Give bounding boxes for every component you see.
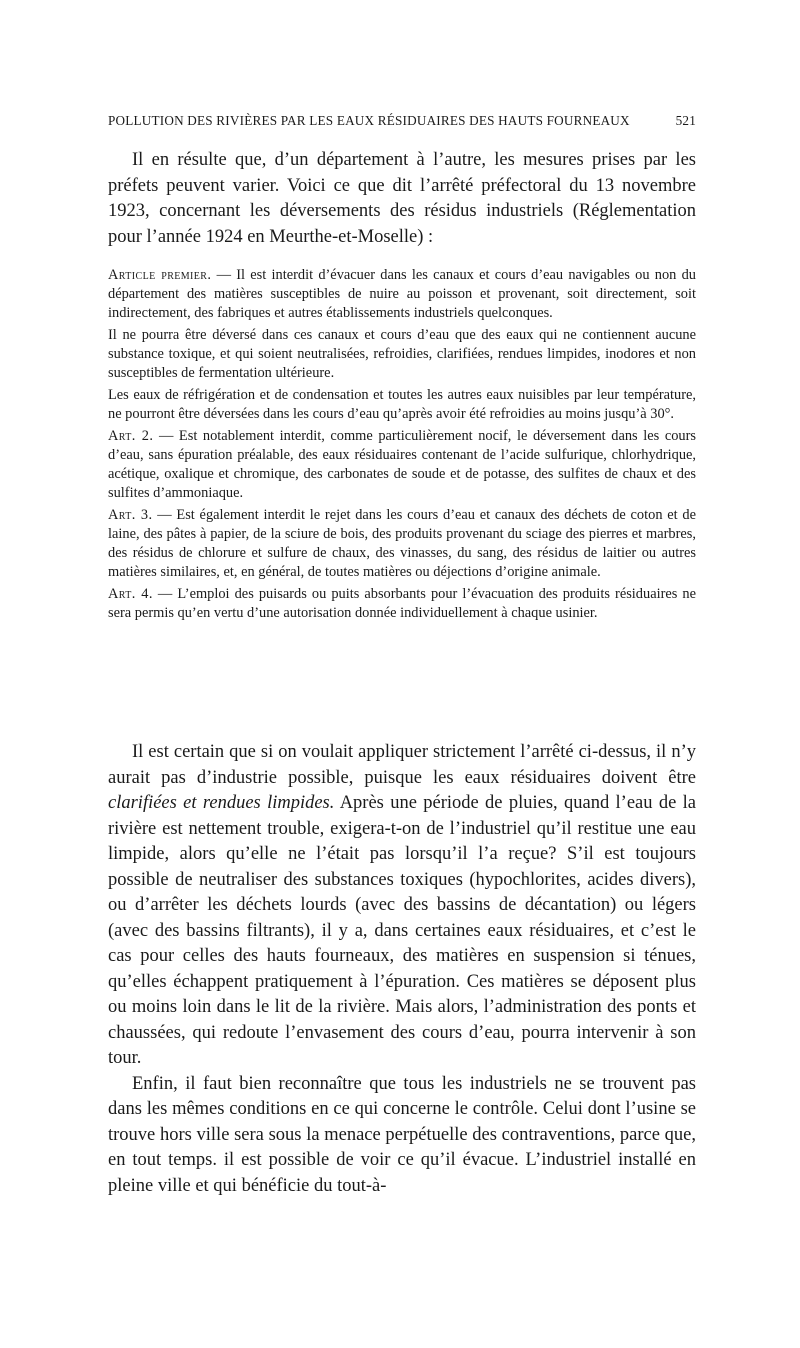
article-3-label: Art. 3.: [108, 507, 153, 523]
article-1-label: Article premier.: [108, 267, 212, 283]
intro-paragraph: Il en résulte que, d’un département à l’autre, les mesures prises par les préfets peuvent varier. Voici ce que dit l’arrêté préfectoral du 13 novembre 1923, concernant les déversements des résidus industriels (Réglementation pour l’année 1924 en Meurthe-et-Moselle) :: [108, 150, 696, 247]
decree-article-1-para-3: Les eaux de réfrigération et de condensation et toutes les autres eaux nuisibles par leur température, ne pourront être déversées dans les cours d’eau qu’après avoir été refroidies au moins jusqu’à 30°.: [108, 387, 696, 422]
decree-article-3: [108, 506, 696, 582]
page-number: 521: [675, 113, 696, 128]
decree-article-1-para-2: Il ne pourra être déversé dans ces canaux et cours d’eau que des eaux qui ne contiennent aucune substance toxique, et qui soient neutralisées, refroidies, clarifiées, rendues limpides, inodores et non susceptibles de fermentation ultérieure.: [108, 327, 696, 381]
article-1-text: — Il est interdit d’évacuer dans les canaux et cours d’eau navigables ou non du département des matières susceptibles de nuire au poisson et provenant, soit directement, soit indirectement, des fabriques et autres établissements industriels quelconques.: [108, 267, 696, 321]
article-2-text: — Est notablement interdit, comme particulièrement nocif, le déversement dans les cours d’eau, sans épuration préalable, des eaux résiduaires contenant de l’acide sulfurique, chlorhydrique, acétique, oxalique et chromique, des carbonates de soude et de potasse, des sulfites de chaux et des sulfites d’ammoniaque.: [108, 428, 696, 501]
body-paragraph-1: [108, 740, 696, 1072]
running-header: [108, 113, 696, 129]
body-p1-start: Il est certain que si on voulait appliquer strictement l’arrêté ci-dessus, il n’y aurait pas d’industrie possible, puisque les eaux résiduaires doivent être: [108, 742, 696, 788]
decree-quotation: [108, 266, 696, 626]
body-p1-rest: Après une période de pluies, quand l’eau de la rivière est nettement trouble, exigera-t-on de l’industriel qu’il restitue une eau limpide, alors qu’elle ne l’était pas lorsqu’il l’a reçue? S’il est toujours possible de neutraliser des substances toxiques (hypochlorites, acides divers), ou d’arrêter les déchets lourds (avec des bassins de décantation) ou légers (avec des bassins filtrants), il y a, dans certaines eaux résiduaires, et c’est le cas pour celles des hauts fourneaux, des matières en suspension si ténues, qu’elles échappent pratiquement à l’épuration. Ces matières se déposent plus ou moins loin dans le lit de la rivière. Mais alors, l’administration des ponts et chaussées, qui redoute l’envasement des cours d’eau, pourra intervenir à son tour.: [108, 793, 696, 1068]
body-p1-emphasis: clarifiées et rendues limpides.: [108, 793, 335, 813]
article-3-text: — Est également interdit le rejet dans les cours d’eau et canaux des déchets de coton et de laine, des pâtes à papier, de la sciure de bois, des produits provenant du sciage des pierres et marbres, des résidus de chlorure et sulfure de chaux, des vinasses, du sang, des résidus de laitier ou autres matières similaires, et, en général, de toutes matières ou déjections d’origine animale.: [108, 507, 696, 580]
article-4-text: — L’emploi des puisards ou puits absorbants pour l’évacuation des produits résiduaires ne sera permis qu’en vertu d’une autorisation donnée individuellement à chaque usinier.: [108, 586, 697, 621]
running-title: POLLUTION DES RIVIÈRES PAR LES EAUX RÉSIDUAIRES DES HAUTS FOURNEAUX: [108, 113, 630, 128]
decree-article-4: [108, 585, 696, 623]
article-4-label: Art. 4.: [108, 586, 153, 602]
body-section: [108, 740, 696, 1199]
decree-article-2: [108, 427, 696, 503]
intro-section: [108, 148, 696, 250]
article-2-label: Art. 2.: [108, 428, 154, 444]
decree-article-1: [108, 266, 696, 323]
body-paragraph-2: Enfin, il faut bien reconnaître que tous les industriels ne se trouvent pas dans les mêmes conditions en ce qui concerne le contrôle. Celui dont l’usine se trouve hors ville sera sous la menace perpétuelle des contraventions, parce que, en tout temps. il est possible de voir ce qu’il évacue. L’industriel installé en pleine ville et qui bénéficie du tout-à-: [108, 1073, 696, 1196]
